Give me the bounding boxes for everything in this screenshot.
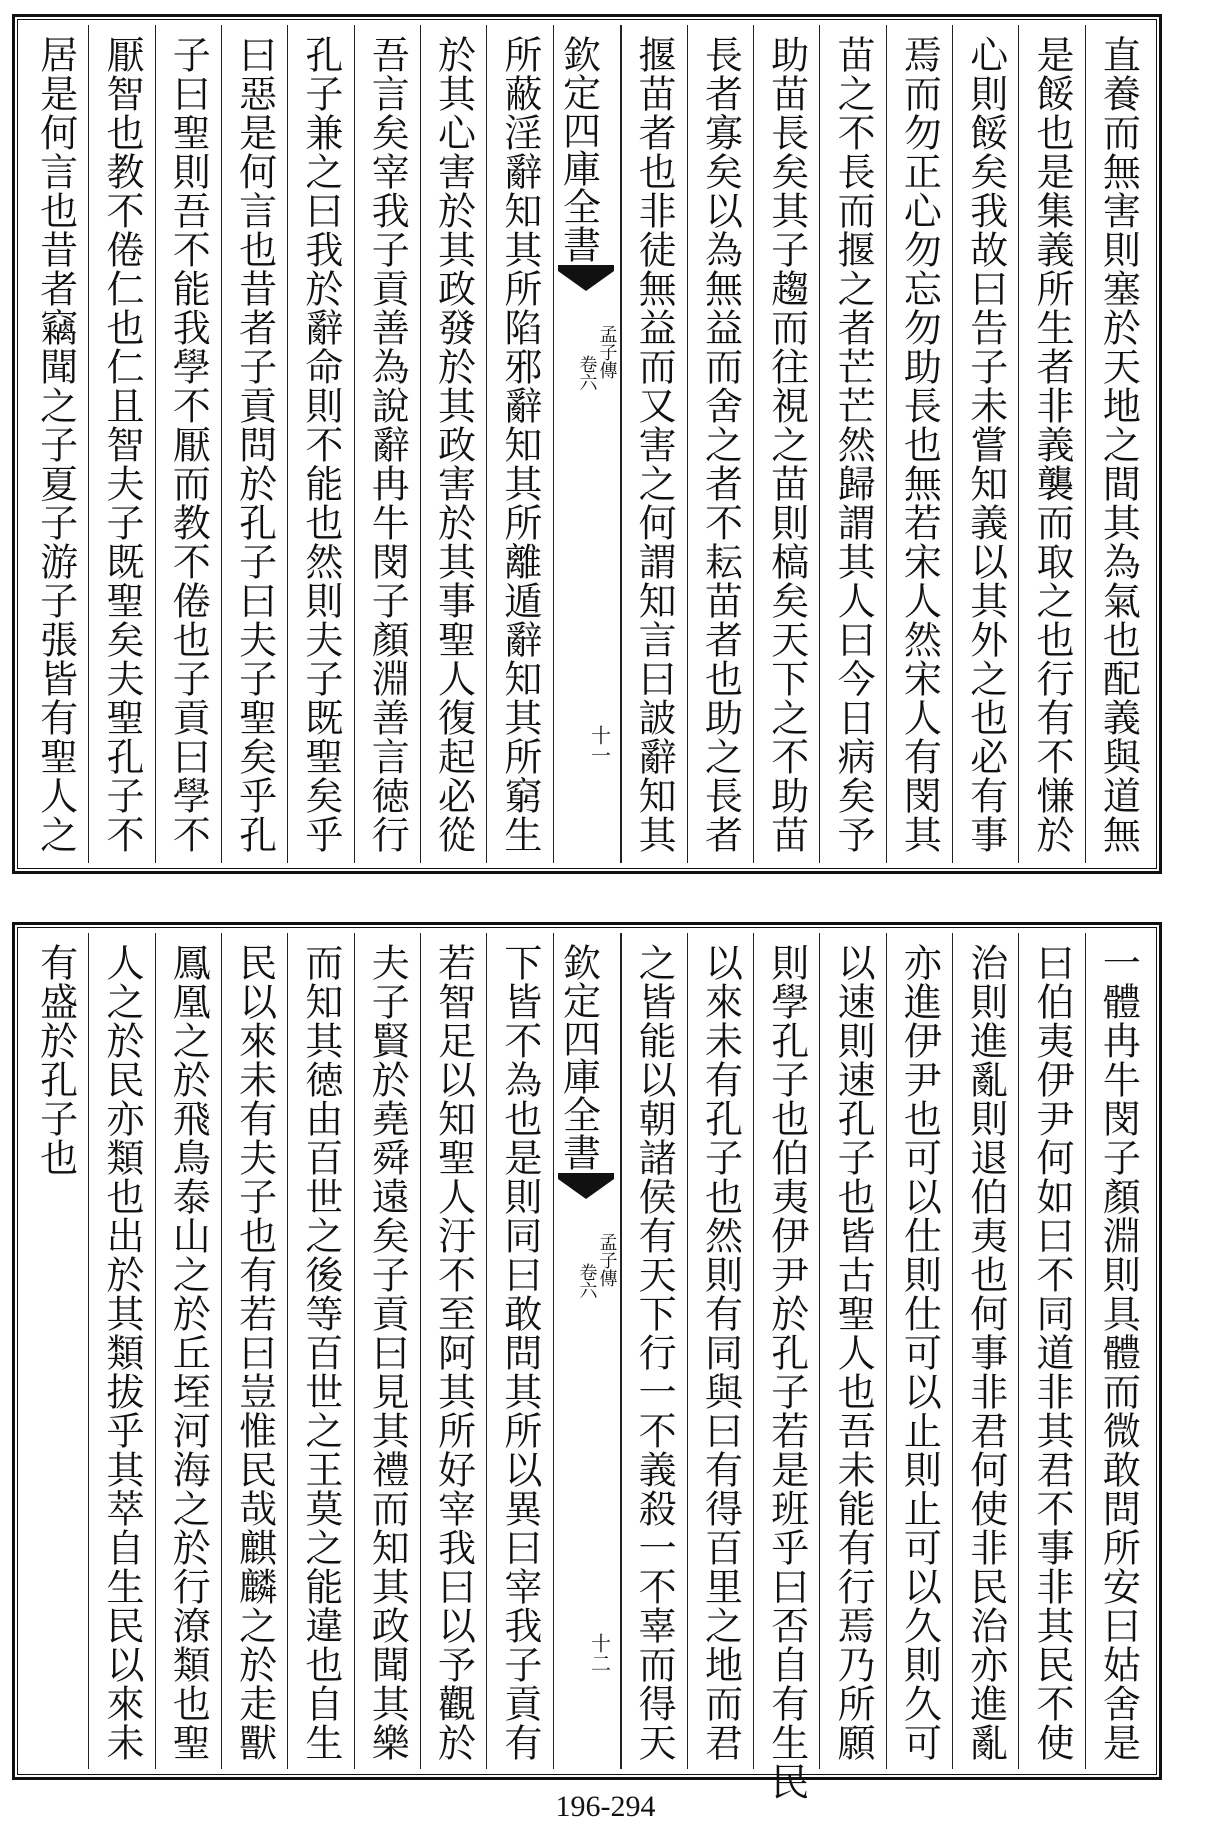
volume-label: 卷六 <box>576 1263 598 1299</box>
column <box>486 25 552 863</box>
column-text: 夫子賢於堯舜遠矣子貢曰見其禮而知其政聞其樂 <box>365 943 410 1762</box>
column-text: 以來未有孔子也然則有同與曰有得百里之地而君 <box>698 943 743 1762</box>
column <box>753 933 819 1801</box>
column-text: 亦進伊尹也可以仕則仕可以止則止可以久則久可 <box>897 943 942 1762</box>
column-text: 若智足以知聖人汙不至阿其所好宰我曰以予觀於 <box>431 943 476 1762</box>
book-title: 欽定四庫全書 <box>556 35 601 263</box>
fold-center <box>553 25 621 863</box>
column-text: 子曰聖則吾不能我學不厭而教不倦也子貢曰學不 <box>166 35 211 854</box>
column-text: 焉而勿正心勿忘勿助長也無若宋人然宋人有閔其 <box>897 35 942 854</box>
fish-tail-icon <box>558 1173 614 1199</box>
column <box>88 25 154 863</box>
column <box>420 933 486 1769</box>
column-text: 揠苗者也非徒無益而又害之何謂知言曰詖辭知其 <box>632 35 677 854</box>
column <box>753 25 819 863</box>
page-bottom <box>12 922 1162 1801</box>
column <box>155 933 221 1769</box>
column <box>354 933 420 1769</box>
book-title: 欽定四庫全書 <box>556 943 601 1171</box>
column <box>486 933 552 1769</box>
column <box>819 25 885 863</box>
fish-tail-icon <box>558 265 614 291</box>
text-columns-top <box>23 25 1151 863</box>
column-text: 直養而無害則塞於天地之間其為氣也配義與道無 <box>1096 35 1141 854</box>
column <box>1085 933 1151 1769</box>
column <box>886 25 952 863</box>
column-text: 有盛於孔子也 <box>33 943 78 1177</box>
column <box>88 933 154 1769</box>
column-text: 而知其徳由百世之後等百世之王莫之能違也自生 <box>298 943 343 1762</box>
column-text: 心則餒矣我故曰告子未嘗知義以其外之也必有事 <box>963 35 1008 854</box>
column <box>687 933 753 1769</box>
folio-number: 十二 <box>587 1633 612 1673</box>
column <box>1085 25 1151 863</box>
sub-title: 孟子傳 <box>596 325 618 379</box>
column-text: 治則進亂則退伯夷也何事非君何使非民治亦進亂 <box>963 943 1008 1762</box>
folio-number: 十一 <box>587 725 612 765</box>
column-text: 長者寡矣以為無益而舍之者不耘苗者也助之長者 <box>698 35 743 854</box>
column-text: 之皆能以朝諸侯有天下行一不義殺一不辜而得天 <box>632 943 677 1762</box>
fold-center <box>553 933 621 1769</box>
column <box>354 25 420 863</box>
column-text: 所蔽淫辭知其所陷邪辭知其所離遁辭知其所窮生 <box>497 35 542 854</box>
column <box>23 933 88 1769</box>
volume-label: 卷六 <box>576 355 598 391</box>
column-text: 助苗長矣其子趨而往視之苗則槁矣天下之不助苗 <box>764 35 809 854</box>
column-text: 鳳凰之於飛鳥泰山之於丘垤河海之於行潦類也聖 <box>166 943 211 1762</box>
column <box>819 933 885 1769</box>
text-columns-bottom <box>23 933 1151 1801</box>
column <box>221 933 287 1769</box>
column <box>687 25 753 863</box>
column <box>952 25 1018 863</box>
column <box>155 25 221 863</box>
page-number: 196-294 <box>555 1790 656 1823</box>
column-text: 居是何言也昔者竊聞之子夏子游子張皆有聖人之 <box>33 35 78 854</box>
column <box>221 25 287 863</box>
column <box>621 25 687 863</box>
column-text: 孔子兼之曰我於辭命則不能也然則夫子既聖矣乎 <box>298 35 343 854</box>
column-text: 曰惡是何言也昔者子貢問於孔子曰夫子聖矣乎孔 <box>232 35 277 854</box>
column-text: 於其心害於其政發於其政害於其事聖人復起必從 <box>431 35 476 854</box>
column <box>287 933 353 1769</box>
column-text: 厭智也教不倦仁也仁且智夫子既聖矣夫聖孔子不 <box>99 35 144 854</box>
column <box>952 933 1018 1769</box>
column <box>23 25 88 863</box>
column <box>1018 25 1084 863</box>
column-text: 民以來未有夫子也有若曰豈惟民哉麒麟之於走獸 <box>232 943 277 1762</box>
column <box>1018 933 1084 1769</box>
page-top <box>12 14 1162 874</box>
column <box>287 25 353 863</box>
column-text: 是餒也是集義所生者非義襲而取之也行有不慊於 <box>1030 35 1075 854</box>
column-text: 以速則速孔子也皆古聖人也吾未能有行焉乃所願 <box>831 943 876 1762</box>
column-text: 吾言矣宰我子貢善為說辭冉牛閔子顏淵善言徳行 <box>365 35 410 854</box>
column-text: 曰伯夷伊尹何如曰不同道非其君不事非其民不使 <box>1030 943 1075 1762</box>
column <box>621 933 687 1769</box>
column <box>420 25 486 863</box>
column-text: 苗之不長而揠之者芒芒然歸謂其人曰今日病矣予 <box>831 35 876 854</box>
sub-title: 孟子傳 <box>596 1233 618 1287</box>
column-text: 則學孔子也伯夷伊尹於孔子若是班乎曰否自有生民 <box>764 943 809 1801</box>
column-text: 人之於民亦類也出於其類拔乎其萃自生民以來未 <box>99 943 144 1762</box>
column-text: 一體冉牛閔子顏淵則具體而微敢問所安曰姑舍是 <box>1096 943 1141 1762</box>
column-text: 下皆不為也是則同曰敢問其所以異曰宰我子貢有 <box>497 943 542 1762</box>
column <box>886 933 952 1769</box>
